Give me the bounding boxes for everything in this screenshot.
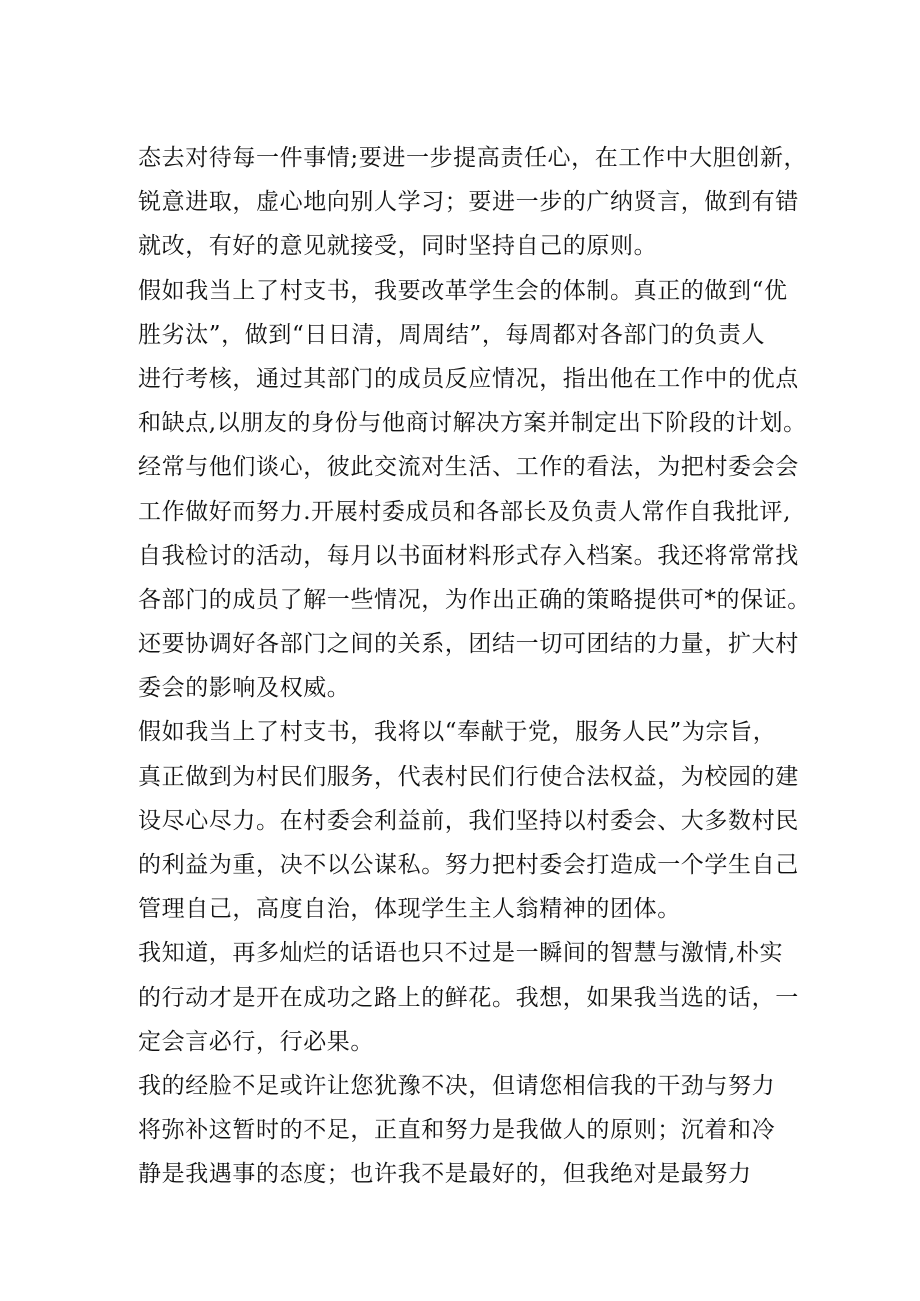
text-line: 胜劣汰”，做到“日日清，周周结”，每周都对各部门的负责人 — [138, 321, 766, 348]
text-line: 的利益为重，决不以公谋私。努力把村委会打造成一个学生自己 — [138, 852, 799, 878]
text-line: 态去对待每一件事情;要进一步提高责任心，在工作中大胆创新， — [138, 145, 808, 171]
text-line: 设尽心尽力。在村委会利益前，我们坚持以村委会、大多数村民 — [138, 807, 799, 834]
paragraph-1 — [138, 136, 808, 269]
text-line: 我知道，再多灿烂的话语也只不过是一瞬间的智慧与激情,朴实 — [138, 940, 784, 967]
text-line: 假如我当上了村支书，我要改革学生会的体制。真正的做到“优 — [138, 277, 788, 304]
text-line: 将弥补这暂时的不足，正直和努力是我做人的原则；沉着和冷 — [138, 1117, 776, 1144]
text-line: 和缺点,以朋友的身份与他商讨解决方案并制定出下阶段的计划。 — [138, 410, 807, 437]
text-line: 委会的影响及权威。 — [138, 675, 351, 702]
paragraph-5 — [138, 1064, 788, 1197]
paragraph-3 — [138, 710, 799, 931]
text-line: 自我检讨的活动，每月以书面材料形式存入档案。我还将常常找 — [138, 542, 799, 569]
text-line: 各部门的成员了解一些情况，为作出正确的策略提供可*的保证。 — [138, 586, 811, 613]
text-line: 管理自己，高度自治，体现学生主人翁精神的团体。 — [138, 896, 681, 923]
text-line: 假如我当上了村支书，我将以“奉献于党，服务人民”为宗旨， — [138, 719, 777, 746]
text-line: 真正做到为村民们服务，代表村民们行使合法权益，为校园的建 — [138, 763, 799, 790]
document-body — [138, 136, 811, 1197]
text-line: 我的经脸不足或许让您犹豫不决，但请您相信我的干劲与努力 — [138, 1072, 776, 1099]
text-line: 定会言必行，行必果。 — [138, 1028, 374, 1055]
paragraph-4 — [138, 931, 799, 1064]
text-line: 还要协调好各部门之间的关系，团结一切可团结的力量，扩大村 — [138, 631, 799, 658]
text-line: 锐意进取，虚心地向别人学习；要进一步的广纳贤言，做到有错 — [138, 189, 799, 216]
paragraph-2 — [138, 269, 811, 711]
text-line: 静是我遇事的态度；也许我不是最好的，但我绝对是最努力 — [138, 1161, 752, 1188]
text-line: 经常与他们谈心，彼此交流对生活、工作的看法，为把村委会会 — [138, 454, 799, 481]
text-line: 工作做好而努力.开展村委成员和各部长及负责人常作自我批评, — [138, 498, 792, 525]
text-line: 就改，有好的意见就接受，同时坚持自己的原则。 — [138, 233, 658, 260]
text-line: 的行动才是开在成功之路上的鲜花。我想，如果我当选的话，一 — [138, 984, 799, 1011]
text-line: 进行考核，通过其部门的成员反应情况，指出他在工作中的优点 — [138, 365, 799, 392]
